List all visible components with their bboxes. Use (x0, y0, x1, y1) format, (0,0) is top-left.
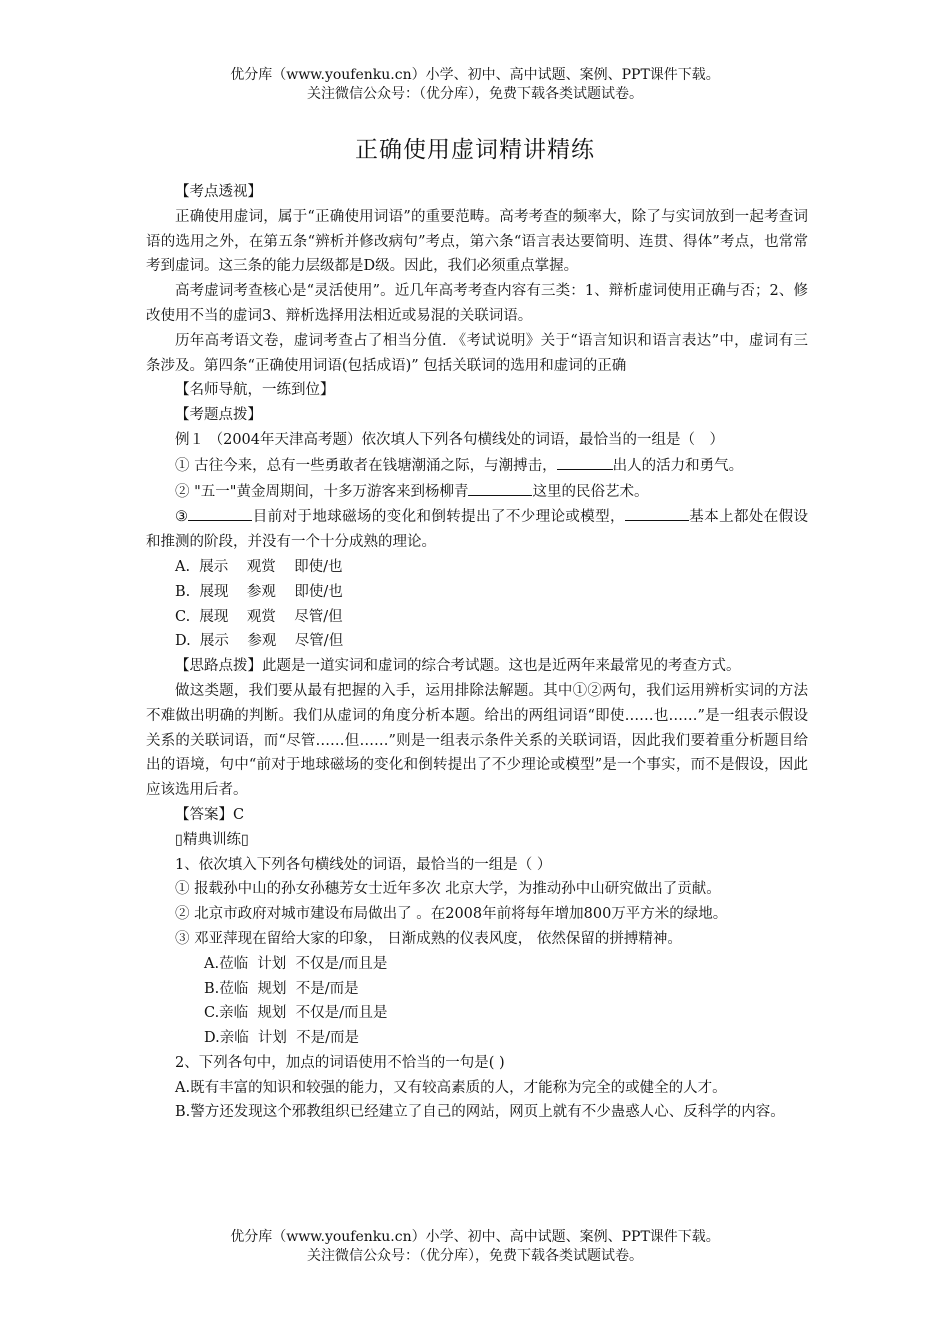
header-line-2: 关注微信公众号：（优分库），免费下载各类试题试卷。 (307, 86, 643, 102)
mingshi-heading: 【名师导航，一练到位】 (175, 382, 335, 399)
paragraph-3: 历年高考语文卷，虚词考查占了相当分值. 《考试说明》关于“语言知识和语言表达”中，虚词有三条涉及。第四条“正确使用词语(包括成语)” 包括关联词的选用和虚词的正确 (146, 332, 808, 374)
q1-option-d: D.亲临 计划 不是/而是 (204, 1030, 360, 1047)
header-line-1: 优分库（www.youfenku.cn）小学、初中、高中试题、案例、PPT课件下载。 (230, 67, 720, 83)
example-sentence-3: ③ 目前对于地球磁场的变化和倒转提出了不少理论或模型， 基本上都处在假设和推测的阶段，并没有一个十分成熟的理论。 (146, 504, 808, 555)
q1-option-a: A.莅临 计划 不仅是/而且是 (204, 955, 388, 972)
question-2: 2、下列各句中，加点的词语使用不恰当的一句是( ) (175, 1054, 505, 1071)
example-intro: 例１ （2004年天津高考题）依次填人下列各句横线处的词语，最恰当的一组是（ ） (175, 431, 725, 448)
question-1-sentence-1: ① 报载孙中山的孙女孙穗芳女士近年多次 北京大学，为推动孙中山研究做出了贡献。 (175, 881, 721, 898)
document-body (146, 180, 808, 1125)
footer-line-1: 优分库（www.youfenku.cn）小学、初中、高中试题、案例、PPT课件下载。 (230, 1229, 720, 1245)
paragraph-1: 正确使用虚词，属于“正确使用词语”的重要范畴。高考考查的频率大，除了与实词放到一起考查词语的选用之外，在第五条“辨析并修改病句”考点，第六条“语言表达要简明、连贯、得体”考点，也常常考到虚词。这三条的能力层级都是D级。因此，我们必须重点掌握。 (146, 208, 808, 275)
q1-option-c: C.亲临 规划 不仅是/而且是 (204, 1005, 388, 1022)
question-1: 1、依次填入下列各句横线处的词语，最恰当的一组是（ ） (175, 856, 552, 873)
analysis-paragraph: 做这类题，我们要从最有把握的入手，运用排除法解题。其中①②两句，我们运用辨析实词的方法不难做出明确的判断。我们从虚词的角度分析本题。给出的两组词语“即使……也……”是一组表示假设关系的关联词语，而“尽管……但……”则是一组表示条件关系的关联词语，因此我们要着重分析题目给出的语境，句中“前对于地球磁场的变化和倒转提出了不少理论或模型”是一个事实，而不是假设，因此应该选用后者。 (146, 682, 808, 799)
fill-blank (557, 453, 613, 470)
q2-option-b: B.警方还发现这个邪教组织已经建立了自己的网站，网页上就有不少蛊惑人心、反科学的内容。 (175, 1104, 785, 1121)
fill-blank (625, 504, 689, 521)
option-a: A. 展示 观赏 即使/也 (175, 558, 343, 575)
kaodian-heading: 【考点透视】 (175, 184, 262, 200)
question-1-sentence-2: ② 北京市政府对城市建设布局做出了 。在2008年前将每年增加800万平方米的绿地。 (175, 906, 728, 923)
option-d: D. 展示 参观 尽管/但 (175, 633, 344, 650)
document-title: 正确使用虚词精讲精练 (355, 137, 595, 163)
answer-line: 【答案】C (175, 806, 245, 823)
question-1-sentence-3: ③ 邓亚萍现在留给大家的印象， 日渐成熟的仪表风度， 依然保留的拼搏精神。 (175, 930, 682, 947)
option-b: B. 展现 参观 即使/也 (175, 583, 343, 600)
example-sentence-1: ① 古往今来，总有一些勇敢者在钱塘潮涌之际，与潮搏击， 出人的活力和勇气。 (146, 453, 808, 479)
example-sentence-2: ② "五一"黄金周期间，十多万游客来到杨柳青 这里的民俗艺术。 (146, 479, 808, 505)
page-footer (0, 1228, 950, 1266)
q2-option-a: A.既有丰富的知识和较强的能力，又有较高素质的人，才能称为完全的或健全的人才。 (175, 1079, 727, 1096)
fill-blank (188, 504, 252, 521)
q1-option-b: B.莅临 规划 不是/而是 (204, 980, 359, 997)
jingdian-heading: ▯精典训练▯ (175, 831, 249, 848)
option-c: C. 展现 观赏 尽管/但 (175, 608, 343, 625)
footer-line-2: 关注微信公众号：（优分库），免费下载各类试题试卷。 (307, 1248, 643, 1264)
fill-blank (468, 479, 532, 496)
kaoti-heading: 【考题点拨】 (175, 407, 262, 424)
page-header (0, 66, 950, 104)
paragraph-2: 高考虚词考查核心是“灵活使用”。近几年高考考查内容有三类：1、辩析虚词使用正确与否；2、修改使用不当的虚词3、辩析选择用法相近或易混的关联词语。 (146, 283, 808, 324)
silu-paragraph: 【思路点拨】此题是一道实词和虚词的综合考试题。这也是近两年来最常见的考查方式。 (175, 658, 741, 675)
